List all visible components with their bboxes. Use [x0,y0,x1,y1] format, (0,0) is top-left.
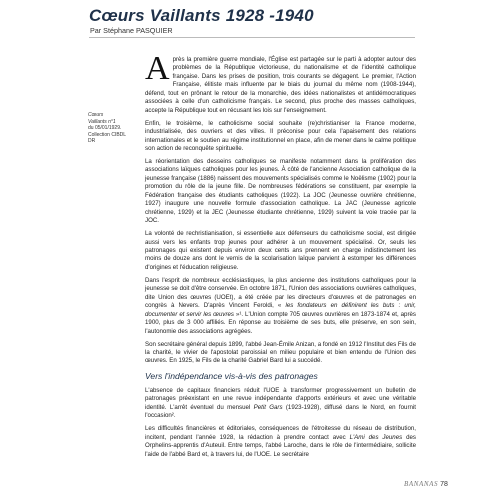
paragraph-7-text-a: L'absence de capitaux financiers réduit l'UOE à transformer progressivement un bulletin de patronages préexistant en une revue indépendante d'apports extérieurs et avec une véritable identité. L'arrêt éventuel du mensuel [145,386,416,411]
page-footer [404,480,448,488]
paragraph-1-text: près la première guerre mondiale, l'Église est partagée sur le parti à adopter autour des problèmes de la République victorieuse, du nationalisme et de l'identité catholique française. Dans les prises de position, trois courants se dégagent. Le premier, l'Action Française, élitiste mais influente par le biais du journal du même nom (1908-1944), défend, tout en prônant le retour de la monarchie, des idées nationalistes et antidémocratiques associées à celle d'un catholicisme français. Le second, plus proche des masses catholiques, accepte la République tout en récusant les lois sur l'enseignement. [145,56,416,114]
section-subheading: Vers l'indépendance vis-à-vis des patronages [145,370,318,381]
paragraph-5-text-b: »¹. L'Union compte 705 œuvres ouvrières en 1873-1874 et, après 1900, plus de 3 000 affiliés. En réponse au troisième de ses buts, elle préserve, en son sein, l'autonomie des associations agrégées. [145,310,416,335]
caption-line-5: DR [88,138,96,145]
caption-line-1: Cœurs [88,112,104,118]
image-caption [88,112,128,145]
paragraph-4: La volonté de rechristianisation, si essentielle aux défenseurs du catholicisme social, est dirigée aussi vers les enfants trop jeunes pour adhérer à un mouvement spécialisé. Or, seuls les patronages qui existent depuis environ deux cents ans prennent en charge indistinctement les moins de douze ans dont le vernis de la scolarisation laïque parvient à estomper les différences d'origines et l'éducation religieuse. [145,230,416,271]
paragraph-5-text-a: Dans l'esprit de nombreux ecclésiastiques, la plus ancienne des institutions catholiques pour la jeunesse se doit d'être conservée. En octobre 1871, l'Union des associations ouvrières catholiques, dite Union des œuvres (UOEt), a été créée par les directeurs d'œuvres et de patronages en congrès à Nevers. D'après Vincent Feroldi, « [145,276,416,310]
paragraph-5 [145,277,416,336]
paragraph-8-text-a: Les difficultés financières et éditoriales, conséquences de l'étroitesse du réseau de distribution, incitent, pendant l'année 1928, la rédaction à prendre contact avec [145,425,416,441]
article-title: Cœurs Vaillants 1928 -1940 [89,6,314,25]
page-number: 78 [440,481,448,488]
paragraph-1 [145,50,416,115]
paragraph-2: Enfin, le troisième, le catholicisme social souhaite (re)christianiser la France moderne, industrialisée, des ouvriers et des villes. Il préconise pour cela l'apaisement des relations internationales et le soutien au régime institutionnel en place, afin de mener dans le calme politique son action de reconquête spirituelle. [145,119,416,153]
title-rule [89,37,415,38]
paragraph-7-title: Petit Gars [253,403,283,411]
caption-line-4: Collection CIBDL [88,131,127,138]
paragraph-5-quote: les fondateurs en définirent les buts : unir, documenter et servir les œuvres [145,302,417,318]
article-body [145,50,417,464]
paragraph-3: La réorientation des desseins catholiques se manifeste notamment dans la prolifération des associations laïques catholiques pour les jeunes. À côté de l'ancienne Association catholique de la jeunesse française (1886) naissent des mouvements spécialisés comme le Noëlisme (1902) pour la promotion du rôle de la jeune fille. De nombreuses fédérations se constituent, par exemple la Fédération française des étudiants catholiques (1922). La JOC (Jeunesse ouvrière chrétienne, 1927) inaugure une nouvelle formule d'association catholique. La JAC (Jeunesse agricole chrétienne, 1929) et la JEC (Jeunesse étudiante chrétienne, 1929) suivent la voie tracée par la JOC. [145,157,417,225]
paragraph-8 [145,425,416,459]
caption-line-2: Vaillants n°1 [88,118,116,125]
drop-cap: A [145,50,170,87]
paragraph-6: Son secrétaire général depuis 1899, l'abbé Jean-Émile Anizan, a fondé en 1912 l'Institut des Fils de la charité, le vivier de l'apostolat paroissial en milieu populaire et bien entendu de l'Union des œuvres. En 1925, le Fils de la charité Gabriel Bard lui a succédé. [145,340,416,365]
caption-line-3: du 05/01/1929. [88,125,122,132]
article-author: Par Stéphane PASQUIER [90,26,173,35]
paragraph-8-text-b: des Orphelins-apprentis d'Auteuil. Entre temps, l'abbé Laroche, dans le rôle de l'intermédiaire, sollicite l'aide de l'abbé Bard et, à travers lui, de l'UOE. Le secrétaire [145,433,417,458]
paragraph-7 [145,387,416,421]
paragraph-8-title: L'Ami des Jeunes [349,433,403,441]
paragraph-7-text-b: (1923-1928), diffusé dans le Nord, en fournit l'occasion². [145,403,416,420]
magazine-brand: BANANAS [404,480,439,488]
